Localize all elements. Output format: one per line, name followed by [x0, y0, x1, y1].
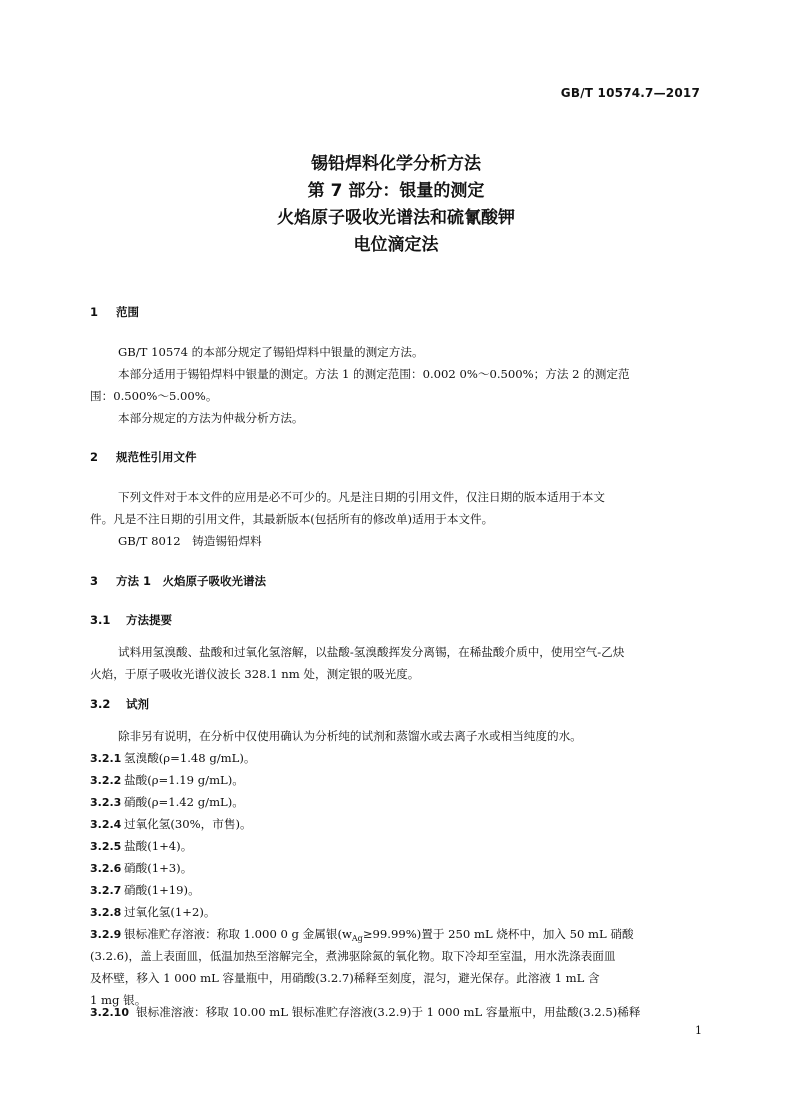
reagent-item	[90, 747, 704, 770]
title-line-1: 锡铅焊料化学分析方法	[311, 154, 481, 174]
section-number: 3.1	[90, 613, 111, 627]
method-principle-line-2: 火焰，于原子吸收光谱仪波长 328.1 nm 处，测定银的吸光度。	[90, 667, 420, 681]
item-text: 硝酸(1+3)。	[124, 861, 193, 875]
page-number: 1	[695, 1024, 702, 1037]
scope-paragraph-2-line-2: 围：0.500%～5.00%。	[90, 389, 218, 403]
section-title: 试剂	[126, 697, 149, 711]
reagent-item-silver-stock-line-2: (3.2.6)，盖上表面皿，低温加热至溶解完全，煮沸驱除氮的氧化物。取下冷却至室温，用水洗涤表面皿	[90, 949, 616, 963]
reagent-item-silver-stock-line-4: 1 mg 银。	[90, 993, 147, 1007]
item-number: 3.2.3	[90, 796, 122, 809]
item-number: 3.2.6	[90, 862, 122, 875]
section-title: 方法提要	[126, 613, 172, 627]
references-paragraph-line-1: 下列文件对于本文件的应用是必不可少的。凡是注日期的引用文件，仅注日期的版本适用于本文	[118, 490, 605, 504]
reagent-item-silver-standard	[90, 1001, 704, 1024]
reagent-item	[90, 813, 704, 836]
item-number: 3.2.5	[90, 840, 122, 853]
item-text: 硝酸(1+19)。	[124, 883, 200, 897]
document-title	[0, 151, 792, 259]
subscript-ag: Ag	[351, 934, 363, 943]
standard-code: GB/T 10574.7—2017	[560, 86, 700, 100]
reagent-item	[90, 879, 704, 902]
item-number: 3.2.1	[90, 752, 122, 765]
item-text: 盐酸(ρ=1.19 g/mL)。	[124, 773, 244, 787]
reagent-item	[90, 857, 704, 880]
reagent-item	[90, 835, 704, 858]
reagent-item	[90, 901, 704, 924]
section-number: 3.2	[90, 697, 111, 711]
section-title: 规范性引用文件	[116, 450, 197, 464]
item-number: 3.2.10	[90, 1006, 129, 1019]
item-number: 3.2.7	[90, 884, 122, 897]
section-number: 1	[90, 305, 99, 319]
section-title: 方法 1 火焰原子吸收光谱法	[116, 574, 267, 588]
scope-paragraph-3: 本部分规定的方法为仲裁分析方法。	[118, 411, 304, 425]
section-title: 范围	[116, 305, 139, 319]
title-line-2: 第 7 部分：银量的测定	[307, 181, 485, 201]
title-line-3: 火焰原子吸收光谱法和硫氰酸钾	[277, 208, 515, 228]
item-text: 盐酸(1+4)。	[124, 839, 193, 853]
section-1-heading	[90, 304, 139, 320]
section-number: 2	[90, 450, 99, 464]
section-3-2-heading	[90, 696, 149, 712]
scope-paragraph-2-line-1: 本部分适用于锡铅焊料中银量的测定。方法 1 的测定范围：0.002 0%～0.500%；方法 2 的测定范	[118, 367, 630, 381]
references-paragraph-line-2: 件。凡是不注日期的引用文件，其最新版本(包括所有的修改单)适用于本文件。	[90, 512, 494, 526]
reagent-item	[90, 769, 704, 792]
item-number: 3.2.8	[90, 906, 122, 919]
title-line-4: 电位滴定法	[353, 235, 439, 255]
reagent-item-silver-stock-line-3: 及杯壁，移入 1 000 mL 容量瓶中，用硝酸(3.2.7)稀释至刻度，混匀，避光保存。此溶液 1 mL 含	[90, 971, 600, 985]
item-text-line-1-post: ≥99.99%)置于 250 mL 烧杯中，加入 50 mL 硝酸	[362, 927, 634, 941]
scope-paragraph-1: GB/T 10574 的本部分规定了锡铅焊料中银量的测定方法。	[118, 345, 424, 359]
item-text: 银标准溶液：移取 10.00 mL 银标准贮存溶液(3.2.9)于 1 000 mL 容量瓶中，用盐酸(3.2.5)稀释	[136, 1005, 641, 1019]
item-text-line-1-pre: 银标准贮存溶液：称取 1.000 0 g 金属银(w	[124, 927, 352, 941]
item-number: 3.2.9	[90, 928, 122, 941]
item-number: 3.2.2	[90, 774, 122, 787]
item-text: 氢溴酸(ρ=1.48 g/mL)。	[124, 751, 256, 765]
item-text: 过氧化氢(1+2)。	[124, 905, 216, 919]
item-text: 过氧化氢(30%，市售)。	[124, 817, 252, 831]
section-2-heading	[90, 449, 197, 465]
section-3-heading	[90, 573, 266, 589]
item-number: 3.2.4	[90, 818, 122, 831]
reference-gb-t-8012: GB/T 8012 铸造锡铅焊料	[118, 534, 262, 548]
reagents-intro: 除非另有说明，在分析中仅使用确认为分析纯的试剂和蒸馏水或去离子水或相当纯度的水。	[118, 729, 582, 743]
item-text: 硝酸(ρ=1.42 g/mL)。	[124, 795, 244, 809]
section-3-1-heading	[90, 612, 172, 628]
reagent-item	[90, 791, 704, 814]
method-principle-line-1: 试料用氢溴酸、盐酸和过氧化氢溶解，以盐酸-氢溴酸挥发分离锡，在稀盐酸介质中，使用空气-乙炔	[118, 645, 625, 659]
section-number: 3	[90, 574, 99, 588]
